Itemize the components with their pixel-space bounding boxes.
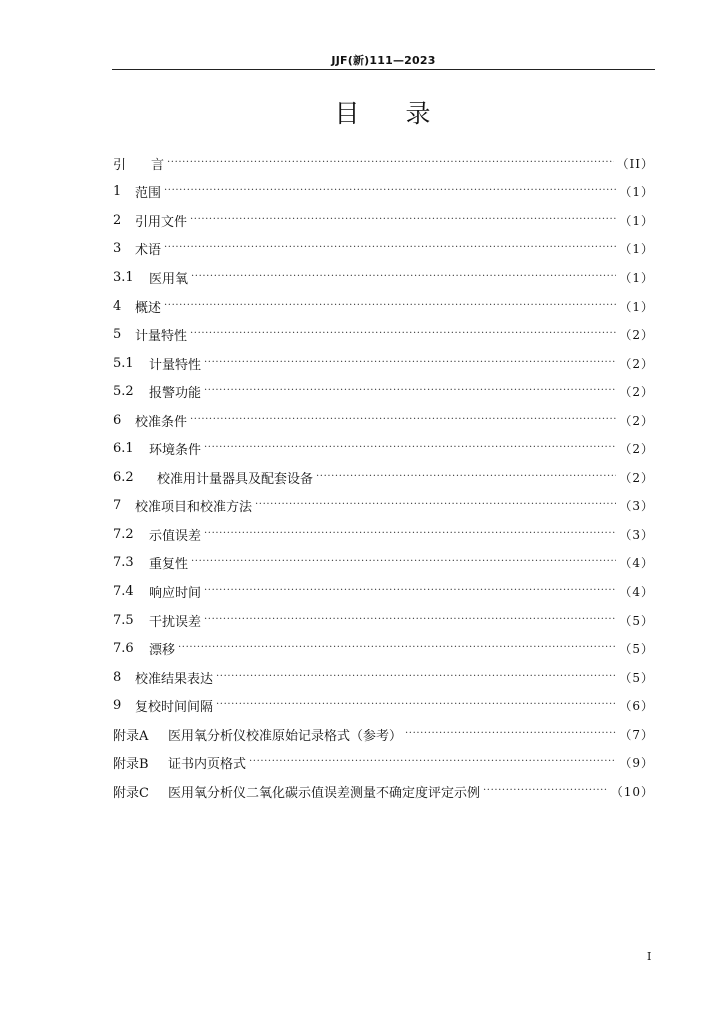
toc-entry-page: （10） [610,784,654,799]
toc-entry-number: 附录A [113,728,149,744]
toc-entry-number: 8 [113,669,122,685]
toc-leader-dots [164,242,616,255]
toc-entry-number: 7.5 [113,612,134,628]
toc-entry-label: 范围 [135,186,162,202]
toc-leader-dots [191,271,616,284]
toc-entry-6-1[interactable] [113,434,654,463]
toc-entry-label: 干扰误差 [149,614,202,630]
toc-entry-number: 6 [113,412,122,428]
toc-leader-dots [483,785,608,798]
toc-leader-dots [190,214,616,227]
toc-entry-number: 5 [113,327,122,343]
page-title [112,94,655,130]
toc-leader-dots [167,157,614,170]
toc-entry-label: 响应时间 [149,585,202,601]
toc-entry-7-4[interactable] [113,577,654,606]
toc-entry-appendix-a[interactable] [113,720,654,749]
toc-leader-dots [216,699,616,712]
toc-entry-label: 术语 [135,243,162,259]
toc-leader-dots [249,756,616,769]
toc-entry-label: 言 [151,157,165,173]
page-number: I [647,950,652,963]
toc-entry-7-3[interactable] [113,549,654,578]
toc-entry-label: 医用氧 [149,271,189,287]
toc-entry-label: 复校时间间隔 [135,700,214,716]
toc-entry-page: （2） [619,413,654,428]
toc-entry-5-2[interactable] [113,377,654,406]
toc-leader-dots [204,357,616,370]
toc-entry-number: 7.2 [113,526,134,542]
toc-leader-dots [204,614,616,627]
header-divider [112,69,655,70]
toc-entry-7-2[interactable] [113,520,654,549]
toc-entry-7-5[interactable] [113,606,654,635]
toc-entry-page: （5） [619,613,654,628]
toc-leader-dots [164,185,616,198]
toc-entry-label: 概述 [135,300,162,316]
toc-entry-1[interactable] [113,178,654,207]
toc-leader-dots [178,642,616,655]
toc-entry-page: （1） [619,242,654,257]
toc-entry-page: （5） [619,670,654,685]
toc-leader-dots [204,385,616,398]
toc-entry-3-1[interactable] [113,263,654,292]
toc-entry-number: 1 [113,184,122,200]
toc-entry-page: （3） [619,499,654,514]
toc-entry-4[interactable] [113,292,654,321]
toc-leader-dots [405,728,616,741]
toc-entry-label: 医用氧分析仪二氧化碳示值误差测量不确定度评定示例 [168,785,481,801]
toc-entry-7-6[interactable] [113,634,654,663]
toc-entry-3[interactable] [113,235,654,264]
toc-entry-number: 7 [113,498,122,514]
toc-entry-number: 5.2 [113,384,134,400]
title-char-2: 录 [405,99,433,128]
toc-entry-number: 5.1 [113,355,134,371]
toc-entry-page: （2） [619,356,654,371]
toc-leader-dots [216,671,616,684]
toc-entry-label: 医用氧分析仪校准原始记录格式（参考） [168,728,403,744]
toc-entry-number: 3 [113,241,122,257]
toc-entry-page: （9） [619,756,654,771]
toc-entry-number: 引 [113,157,127,173]
toc-entry-number: 7.4 [113,583,134,599]
toc-entry-page: （1） [619,213,654,228]
toc-entry-page: （2） [619,385,654,400]
toc-entry-page: （5） [619,642,654,657]
toc-entry-label: 漂移 [149,643,176,659]
toc-entry-6[interactable] [113,406,654,435]
toc-entry-number: 6.2 [113,469,134,485]
toc-entry-page: （2） [619,328,654,343]
document-header-code: JJF(新)111—2023 [331,54,436,67]
toc-entry-label: 校准结果表达 [135,671,214,687]
toc-entry-page: （2） [619,442,654,457]
toc-entry-number: 2 [113,212,122,228]
toc-leader-dots [316,471,616,484]
toc-entry-number: 附录C [113,785,149,801]
toc-leader-dots [190,328,616,341]
toc-entry-page: （4） [619,556,654,571]
toc-entry-2[interactable] [113,206,654,235]
toc-entry-page: （1） [619,270,654,285]
toc-entry-label: 计量特性 [149,357,202,373]
toc-entry-label: 证书内页格式 [168,757,247,773]
toc-leader-dots [204,442,616,455]
toc-entry-number: 6.1 [113,441,134,457]
toc-entry-7[interactable] [113,492,654,521]
toc-entry-appendix-b[interactable] [113,748,654,777]
toc-entry-page: （1） [619,185,654,200]
toc-entry-page: （II） [616,156,654,171]
table-of-contents [113,149,654,806]
toc-entry-page: （4） [619,584,654,599]
toc-leader-dots [204,585,616,598]
toc-entry-number: 7.6 [113,641,134,657]
toc-entry-5-1[interactable] [113,349,654,378]
toc-entry-page: （3） [619,527,654,542]
toc-entry-9[interactable] [113,691,654,720]
toc-leader-dots [255,499,616,512]
toc-entry-label: 引用文件 [135,214,188,230]
toc-entry-page: （1） [619,299,654,314]
toc-entry-number: 3.1 [113,269,134,285]
toc-entry-number: 7.3 [113,555,134,571]
toc-entry-label: 示值误差 [149,528,202,544]
toc-entry-intro[interactable] [113,149,654,178]
toc-entry-label: 校准条件 [135,414,188,430]
toc-leader-dots [164,300,616,313]
toc-entry-number: 附录B [113,757,149,773]
toc-entry-label: 重复性 [149,557,189,573]
toc-entry-6-2[interactable] [113,463,654,492]
toc-entry-label: 校准用计量器具及配套设备 [157,471,314,487]
toc-entry-8[interactable] [113,663,654,692]
toc-entry-page: （6） [619,699,654,714]
toc-leader-dots [190,414,616,427]
toc-entry-number: 4 [113,298,122,314]
toc-entry-5[interactable] [113,320,654,349]
toc-entry-label: 报警功能 [149,386,202,402]
toc-entry-appendix-c[interactable] [113,777,654,806]
toc-entry-label: 校准项目和校准方法 [135,500,253,516]
toc-entry-label: 计量特性 [135,329,188,345]
toc-entry-number: 9 [113,698,122,714]
toc-leader-dots [204,528,616,541]
toc-entry-label: 环境条件 [149,443,202,459]
toc-leader-dots [191,556,616,569]
toc-entry-page: （7） [619,727,654,742]
title-char-1: 目 [334,99,362,128]
toc-entry-page: （2） [619,470,654,485]
